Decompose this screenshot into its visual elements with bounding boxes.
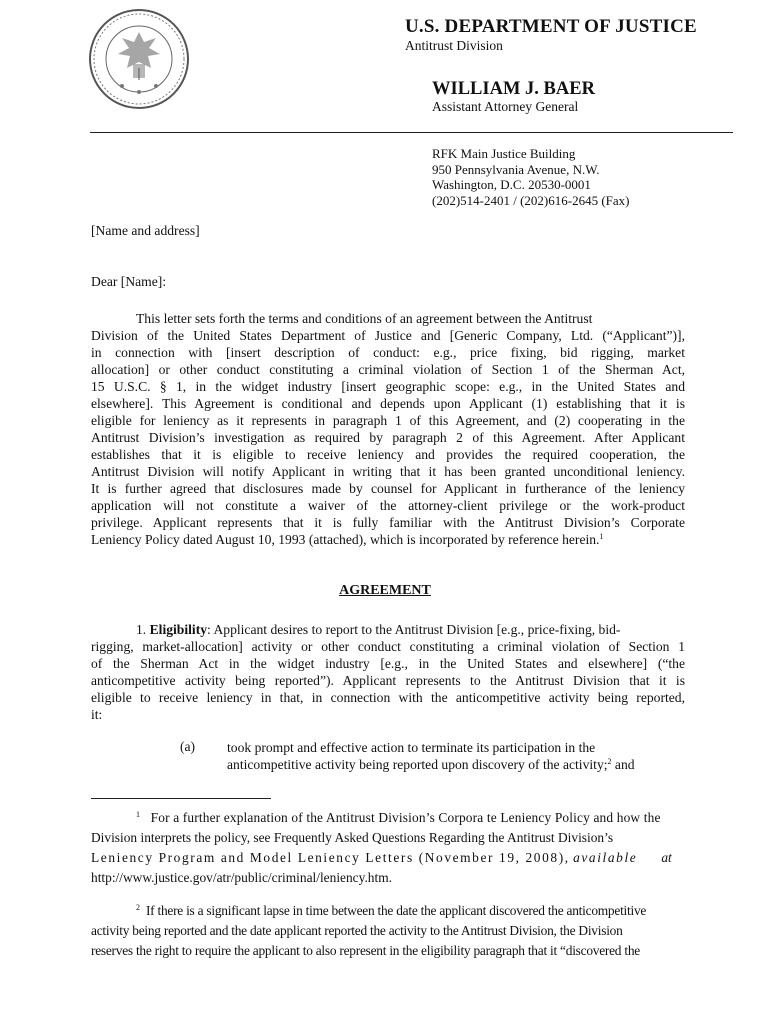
item-a-line: anticompetitive activity being reported upon discovery of the activity; (227, 757, 608, 772)
intro-line: Antitrust Division will notify Applicant in writing that it has been granted unconditional leniency. (91, 464, 685, 479)
item-a-line: took prompt and effective action to terminate its participation in the (227, 740, 596, 755)
intro-line: Leniency Policy dated August 10, 1993 (attached), which is incorporated by reference herein. (91, 532, 600, 547)
agreement-heading: AGREEMENT (339, 583, 431, 598)
footnote-text: Leniency Program and Model Leniency Letters (November 19, 2008), (91, 850, 570, 865)
section-text: : Applicant desires to report to the Antitrust Division [e.g., price-fixing, bid- (207, 622, 621, 637)
section-1-line: of the Sherman Act in the widget industry [e.g., in the United States and elsewhere] (“the (91, 656, 685, 671)
letterhead-divider (90, 132, 733, 133)
intro-line: privilege. Applicant represents that it is fully familiar with the Antitrust Division’s Corporate (91, 515, 685, 530)
footnote-marker: 1 (136, 810, 141, 819)
section-1-line: rigging, market-allocation] activity or other conduct constituting a criminal violation of Section 1 (91, 639, 685, 654)
intro-paragraph (91, 310, 685, 548)
section-1-line: anticompetitive activity being reported”). Applicant represents to the Antitrust Division that it is (91, 673, 685, 688)
footnote-1-line-3 (91, 850, 725, 870)
section-1-first-line (91, 621, 685, 638)
footnote-text: Division interprets the policy, see Frequently Asked Questions Regarding the Antitrust Division’s (91, 830, 614, 845)
salutation: Dear [Name]: (91, 274, 167, 289)
intro-line: eligible for leniency as it represents in paragraph 1 of this Agreement, and (2) cooperating in the (91, 413, 685, 428)
address-line: 950 Pennsylvania Avenue, N.W. (432, 161, 600, 177)
intro-line: in connection with [insert description of conduct: e.g., price fixing, bid rigging, market (91, 345, 685, 360)
footnote-text: activity being reported and the date applicant reported the activity to the Antitrust Division, the Division (91, 923, 623, 938)
section-number: 1. (136, 622, 147, 637)
section-1-line: eligible to receive leniency in that, in connection with the anticompetitive activity being reported, (91, 690, 685, 705)
office-address (432, 146, 630, 208)
footnote-1 (91, 810, 725, 890)
intro-line: Antitrust Division’s investigation as required by paragraph 2 of this Agreement. After Applicant (91, 430, 685, 445)
item-a-line-end: and (611, 757, 635, 772)
intro-last-line (91, 531, 685, 548)
intro-line: application will not constitute a waiver of the attorney-client privilege or the work-product (91, 498, 685, 513)
footnote-text: If there is a significant lapse in time between the date the applicant discovered the anticompetitive (145, 903, 647, 918)
address-line: RFK Main Justice Building (432, 146, 576, 161)
recipient-placeholder: [Name and address] (91, 223, 200, 238)
item-a-text (227, 739, 635, 773)
intro-line: It is further agreed that disclosures made by counsel for Applicant in furtherance of the leniency (91, 481, 685, 496)
footnote-1-line-1 (91, 810, 725, 830)
section-1-line: it: (91, 707, 103, 722)
footnote-url[interactable]: http://www.justice.gov/atr/public/criminal/leniency.htm. (91, 870, 392, 885)
footnote-ref-2[interactable]: 2 (607, 757, 612, 766)
footnote-text-italic: available (573, 850, 638, 865)
footnote-text-italic: at (661, 850, 672, 865)
footnote-marker: 2 (136, 903, 140, 912)
section-1-eligibility (91, 621, 685, 723)
footnote-2 (91, 903, 725, 963)
intro-line: This letter sets forth the terms and conditions of an agreement between the Antitrust (136, 311, 593, 326)
footnote-2-line-1 (91, 903, 725, 923)
intro-line: 15 U.S.C. § 1, in the widget industry [insert geographic scope: e.g., in the United States and (91, 379, 685, 394)
footnote-ref-1[interactable]: 1 (599, 532, 604, 541)
section-title: Eligibility (149, 622, 208, 637)
doj-seal-icon (88, 8, 190, 110)
footnote-text: For a further explanation of the Antitrust Division’s Corpora te Leniency Policy and how the (150, 810, 661, 825)
intro-line: Division of the United States Department of Justice and [Generic Company, Ltd. (“Applicant”)], (91, 328, 685, 343)
footnote-text: reserves the right to require the applicant to also represent in the eligibility paragraph that it “discovered the (91, 943, 640, 958)
item-a-line-2 (227, 756, 635, 773)
address-line: Washington, D.C. 20530-0001 (432, 177, 591, 193)
item-a-label: (a) (180, 739, 196, 754)
intro-line: allocation] or other conduct constituting a criminal violation of Section 1 of the Sherman Act, (91, 362, 685, 377)
division-name: Antitrust Division (405, 38, 503, 53)
official-name: WILLIAM J. BAER (432, 79, 595, 99)
intro-line: elsewhere]. This Agreement is conditional and depends upon Applicant (1) establishing that it is (91, 396, 685, 411)
agency-name: U.S. DEPARTMENT OF JUSTICE (405, 16, 697, 37)
footnote-divider (91, 798, 271, 799)
intro-line: establishes that it is eligible to receive leniency and provides the required cooperation, the (91, 447, 685, 462)
official-title: Assistant Attorney General (432, 99, 579, 114)
address-line: (202)514-2401 / (202)616-2645 (Fax) (432, 192, 630, 208)
